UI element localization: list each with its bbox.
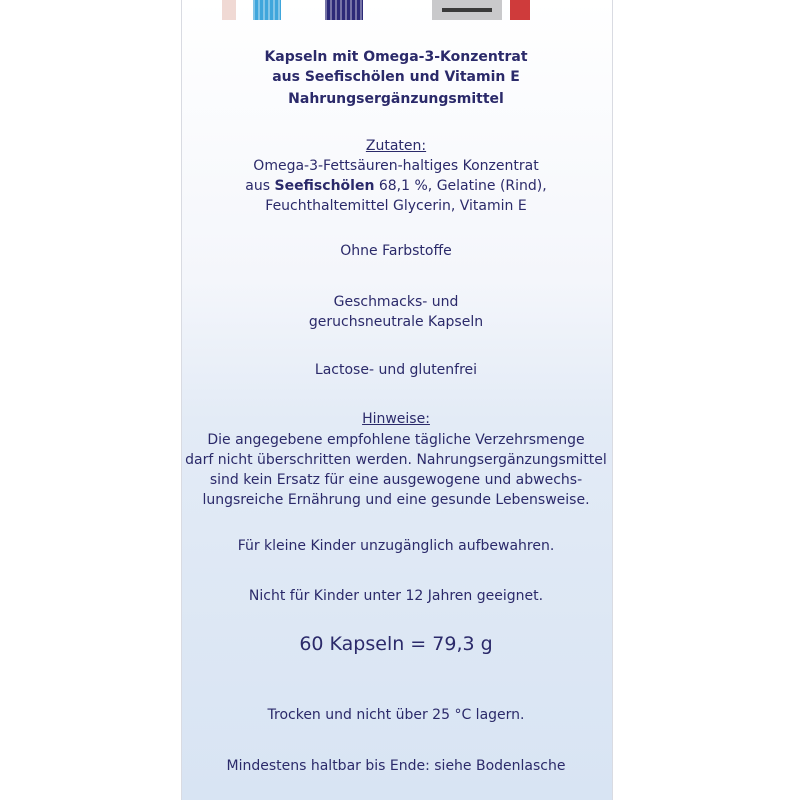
- product-description-line2: aus Seefischölen und Vitamin E: [272, 69, 520, 85]
- top-color-strip-red: [510, 0, 530, 20]
- storage-instruction: Trocken und nicht über 25 °C lagern.: [267, 707, 525, 723]
- ingredients-line3: Feuchthaltemittel Glycerin, Vitamin E: [265, 198, 527, 214]
- age-limit-warning: Nicht für Kinder unter 12 Jahren geeignet.: [248, 588, 544, 604]
- ingredients-line2: aus Seefischölen 68,1 %, Gelatine (Rind),: [245, 178, 547, 194]
- no-colorants-claim: Ohne Farbstoffe: [340, 243, 452, 259]
- quantity-label: 60 Kapseln = 79,3 g: [299, 633, 493, 655]
- notes-line1: Die angegebene empfohlene tägliche Verzehrsmenge: [207, 432, 585, 448]
- neutral-claim-line1: Geschmacks- und: [333, 294, 459, 310]
- ingredients-heading: Zutaten:: [365, 138, 427, 154]
- children-storage-warning: Für kleine Kinder unzugänglich aufbewahren.: [237, 538, 555, 554]
- top-color-strip-cyan: [253, 0, 281, 20]
- neutral-claim-line2: geruchsneutrale Kapseln: [308, 314, 484, 330]
- top-color-strip-grey: [432, 0, 502, 20]
- top-color-strip-pink: [222, 0, 236, 20]
- allergen-highlight: Seefischölen: [274, 178, 375, 194]
- package-panel: [181, 0, 613, 800]
- lactose-gluten-claim: Lactose- und glutenfrei: [314, 362, 478, 378]
- notes-heading: Hinweise:: [362, 411, 430, 427]
- top-color-strip-navy: [325, 0, 363, 20]
- notes-line2: darf nicht überschritten werden. Nahrungsergänzungsmittel: [185, 452, 607, 468]
- notes-line3: sind kein Ersatz für eine ausgewogene und abwechs-: [209, 472, 583, 488]
- ingredients-line1: Omega-3-Fettsäuren-haltiges Konzentrat: [253, 158, 539, 174]
- best-before-note: Mindestens haltbar bis Ende: siehe Bodenlasche: [226, 758, 566, 774]
- product-category: Nahrungsergänzungsmittel: [288, 91, 504, 107]
- product-description-line1: Kapseln mit Omega-3-Konzentrat: [264, 49, 528, 65]
- notes-line4: lungsreiche Ernährung und eine gesunde Lebensweise.: [202, 492, 590, 508]
